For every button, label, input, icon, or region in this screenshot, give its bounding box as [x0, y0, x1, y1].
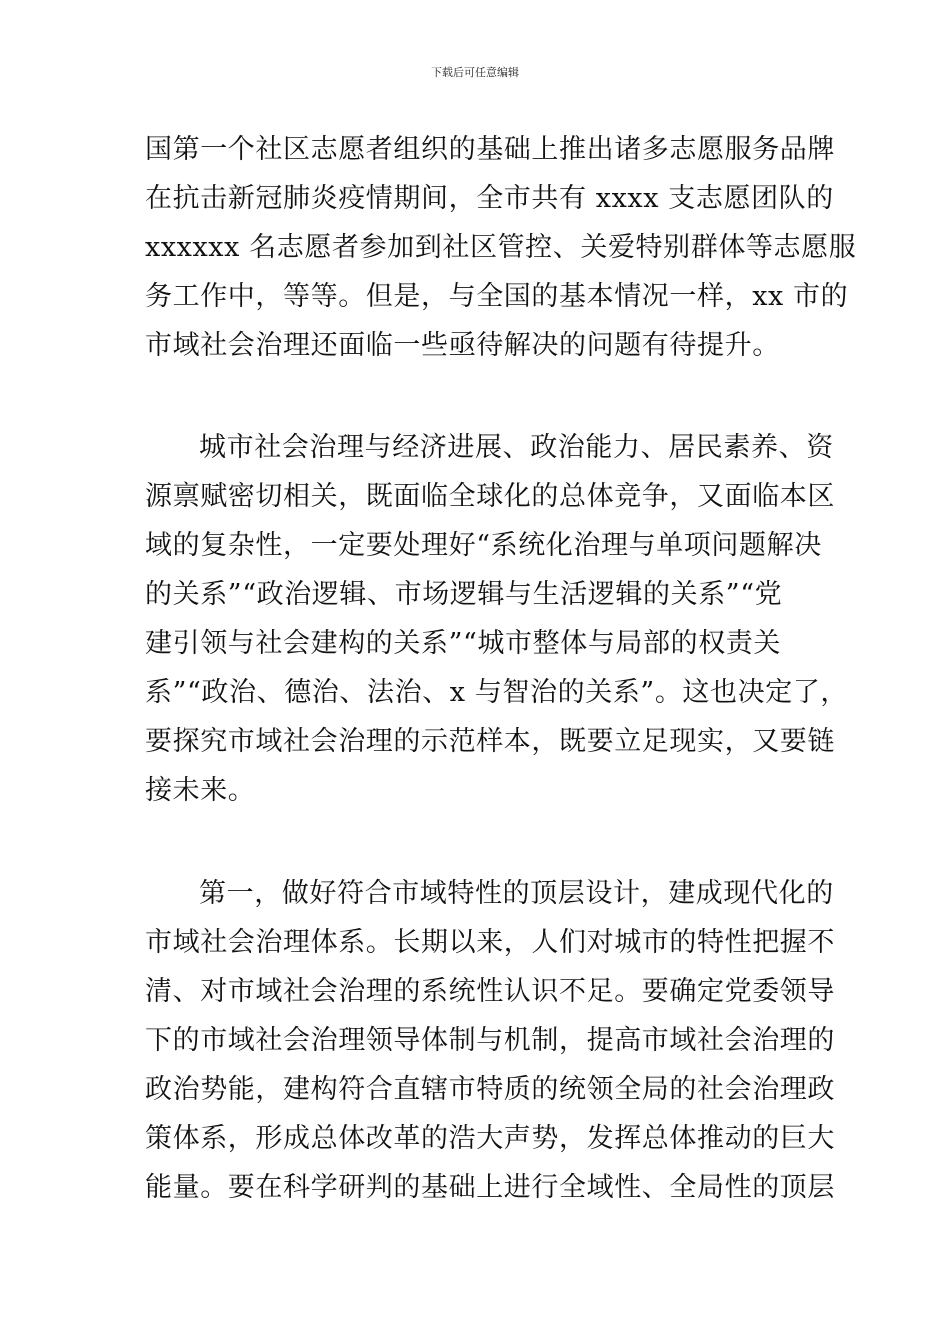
text-line: 能量。要在科学研判的基础上进行全域性、全局性的顶层 — [145, 1172, 835, 1203]
text-line: 第一，做好符合市域特性的顶层设计，建成现代化的 — [199, 878, 834, 909]
text-line: 务工作中，等等。但是，与全国的基本情况一样，xx 市的 — [145, 281, 849, 312]
paragraph-1 — [145, 125, 857, 370]
text-line: 下的市域社会治理领导体制与机制，提高市域社会治理的 — [145, 1025, 835, 1056]
text-line: xxxxxx 名志愿者参加到社区管控、关爱特别群体等志愿服 — [145, 232, 857, 263]
text-line: 要探究市域社会治理的示范样本，既要立足现实，又要链 — [145, 726, 835, 757]
text-line: 市域社会治理体系。长期以来，人们对城市的特性把握不 — [145, 927, 835, 958]
header-note: 下载后可任意编辑 — [431, 66, 519, 79]
text-line: 域的复杂性，一定要处理好“系统化治理与单项问题解决 — [145, 530, 822, 561]
text-line: 接未来。 — [145, 775, 256, 806]
paragraph-3 — [145, 869, 845, 1212]
text-line: 策体系，形成总体改革的浩大声势，发挥总体推动的巨大 — [145, 1123, 835, 1154]
text-line: 的关系”“政治逻辑、市场逻辑与生活逻辑的关系”“党 — [145, 579, 783, 610]
text-line: 城市社会治理与经济进展、政治能力、居民素养、资 — [199, 432, 834, 463]
text-line: 建引领与社会建构的关系”“城市整体与局部的权责关 — [145, 628, 782, 659]
text-line: 在抗击新冠肺炎疫情期间，全市共有 xxxx 支志愿团队的 — [145, 183, 834, 214]
text-line: 系”“政治、德治、法治、x 与智治的关系”。这也决定了， — [145, 677, 849, 708]
paragraph-2 — [145, 423, 849, 815]
text-line: 市域社会治理还面临一些亟待解决的问题有待提升。 — [145, 330, 780, 361]
text-line: 源禀赋密切相关，既面临全球化的总体竞争，又面临本区 — [145, 481, 835, 512]
text-line: 清、对市域社会治理的系统性认识不足。要确定党委领导 — [145, 976, 835, 1007]
text-line: 国第一个社区志愿者组织的基础上推出诸多志愿服务品牌 — [145, 134, 835, 165]
text-line: 政治势能，建构符合直辖市特质的统领全局的社会治理政 — [145, 1074, 835, 1105]
